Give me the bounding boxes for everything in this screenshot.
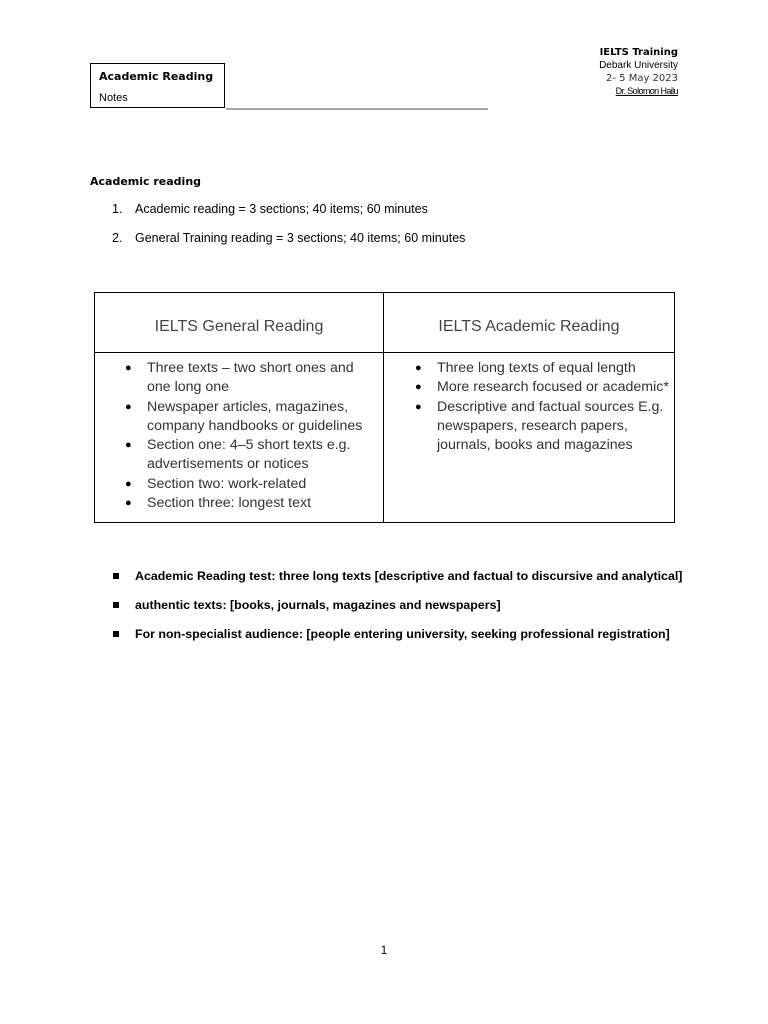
list-item (125, 398, 375, 437)
general-reading-list (125, 359, 375, 513)
list-item (125, 436, 375, 475)
page-number: 1 (380, 943, 388, 957)
list-item-text: Section three: longest text (147, 495, 312, 512)
item-text: General Training reading = 3 sections; 40 items; 60 minutes (135, 231, 466, 245)
item-number: 1. (112, 202, 123, 216)
author-name: Dr. Solomon Hailu (615, 86, 678, 96)
bullet-icon: ● (125, 439, 132, 452)
list-item-text: More research focused or academic* (437, 379, 669, 396)
list-item-text: Section two: work-related (147, 475, 307, 492)
header-rule (226, 108, 488, 110)
item-number: 2. (112, 231, 123, 245)
bullet-icon: ● (125, 497, 132, 510)
list-item (125, 475, 375, 494)
academic-reading-header: IELTS Academic Reading (438, 318, 620, 335)
square-bullet-icon (113, 631, 119, 637)
header-box (90, 63, 225, 108)
bullet-icon: ● (415, 381, 422, 394)
key-point-text: For non-specialist audience: [people entering university, seeking professional registration] (135, 627, 670, 641)
key-points-list (113, 566, 682, 653)
list-item-text: Three texts – two short ones and one long one (147, 360, 354, 396)
square-bullet-icon (113, 602, 119, 608)
bullet-icon: ● (125, 477, 132, 490)
university-name: Debark University (599, 60, 678, 71)
numbered-item (112, 229, 465, 258)
numbered-list (112, 200, 465, 258)
key-point (113, 595, 682, 624)
header-title: Academic Reading (99, 70, 214, 83)
comparison-table (94, 292, 675, 523)
list-item-text: Newspaper articles, magazines, company handbooks or guidelines (147, 398, 363, 434)
bullet-icon: ● (125, 400, 132, 413)
list-item (415, 378, 670, 397)
header-subtitle: Notes (99, 92, 128, 104)
course-date: 2- 5 May 2023 (606, 73, 678, 84)
bullet-icon: ● (415, 400, 422, 413)
list-item (415, 359, 670, 378)
key-point-text: Academic Reading test: three long texts [descriptive and factual to discursive and analytical] (135, 569, 683, 583)
item-text: Academic reading = 3 sections; 40 items; 60 minutes (135, 202, 428, 216)
bullet-icon: ● (415, 362, 422, 374)
table-divider-horizontal (95, 352, 674, 353)
course-title: IELTS Training (599, 47, 678, 58)
list-item (125, 494, 375, 513)
key-point (113, 566, 682, 595)
list-item-text: Descriptive and factual sources E.g. newspapers, research papers, journals, books and magazines (437, 398, 664, 454)
key-point (113, 624, 682, 653)
list-item (125, 359, 375, 398)
list-item-text: Three long texts of equal length (437, 360, 636, 376)
course-info (599, 46, 678, 98)
academic-reading-list (415, 359, 670, 455)
bullet-icon: ● (125, 362, 132, 374)
section-heading: Academic reading (90, 175, 202, 188)
general-reading-header: IELTS General Reading (154, 318, 324, 335)
square-bullet-icon (113, 573, 119, 579)
numbered-item (112, 200, 465, 229)
key-point-text: authentic texts: [books, journals, magazines and newspapers] (135, 598, 501, 612)
list-item (415, 398, 670, 456)
list-item-text: Section one: 4–5 short texts e.g. advertisements or notices (147, 437, 351, 473)
